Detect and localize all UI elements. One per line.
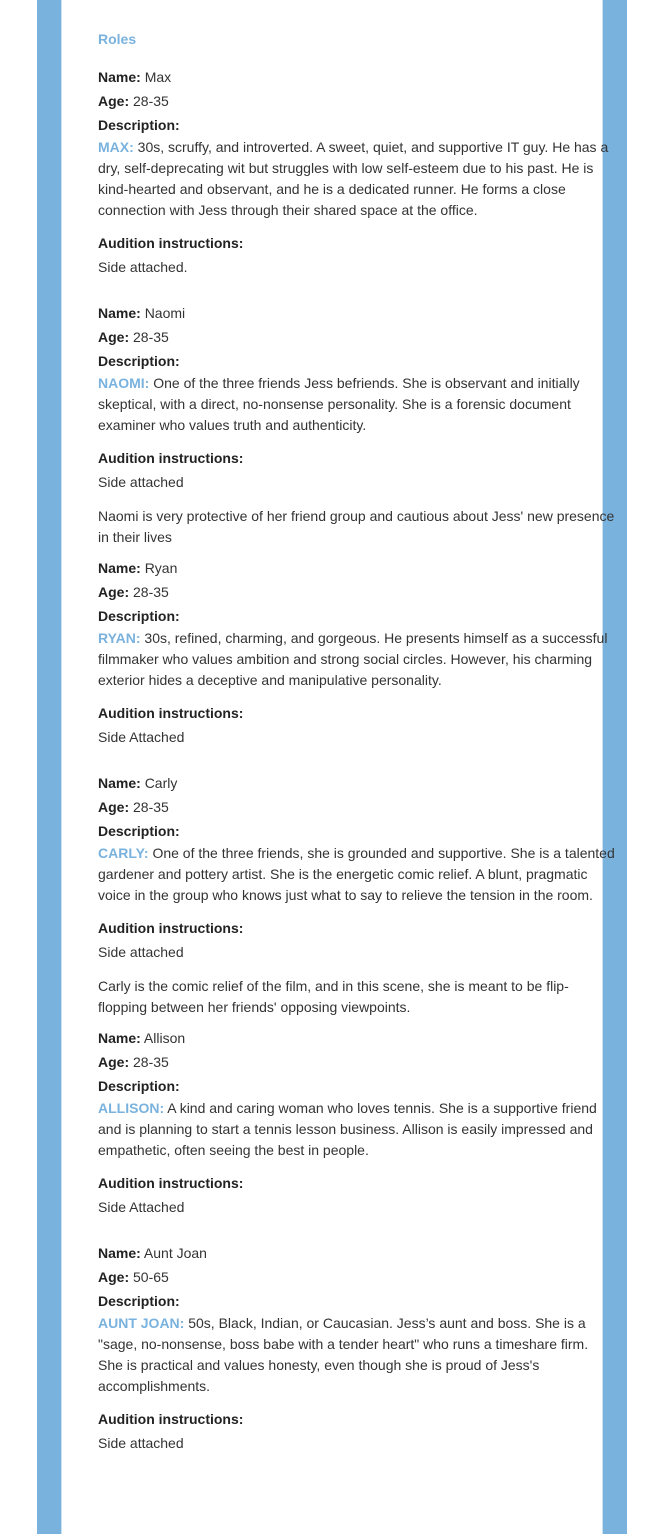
role-description-text: 50s, Black, Indian, or Caucasian. Jess’s aunt and boss. She is a "sage, no-nonsense, boss babe with a tender heart" who runs a timeshare firm. She is practical and values honesty, even though she is proud of Jess's accomplishments.	[98, 1315, 589, 1394]
role-description	[98, 843, 616, 906]
description-label: Description:	[98, 117, 180, 133]
role-age-row	[98, 325, 618, 349]
role-entry	[98, 771, 618, 1018]
age-label: Age:	[98, 799, 130, 815]
age-label: Age:	[98, 584, 130, 600]
role-age: 28-35	[133, 93, 169, 109]
name-label: Name:	[98, 775, 141, 791]
role-name: Aunt Joan	[143, 1245, 207, 1261]
audition-instructions: Side attached.	[98, 259, 188, 275]
audition-label: Audition instructions:	[98, 1411, 244, 1427]
role-description-text: 30s, scruffy, and introverted. A sweet, quiet, and supportive IT guy. He has a dry, self-deprecating wit but struggles with low self-esteem due to his past. He is kind-hearted and observant, and he is a dedicated runner. He forms a close connection with Jess through their shared space at the office.	[98, 139, 609, 218]
role-age: 28-35	[133, 1054, 169, 1070]
role-spacer	[98, 1219, 618, 1241]
name-label: Name:	[98, 1245, 141, 1261]
page-frame	[37, 0, 627, 1534]
audition-note: Carly is the comic relief of the film, and in this scene, she is meant to be flip-flopping between her friends' opposing viewpoints.	[98, 978, 569, 1015]
name-label: Name:	[98, 560, 141, 576]
role-description	[98, 1313, 616, 1397]
role-name: Ryan	[144, 560, 178, 576]
role-age-row	[98, 1050, 618, 1074]
audition-instructions: Side attached	[98, 1435, 184, 1451]
audition-label: Audition instructions:	[98, 705, 244, 721]
role-name-row	[98, 1241, 618, 1265]
role-description-text: One of the three friends, she is grounded and supportive. She is a talented gardener and pottery artist. She is the energetic comic relief. A blunt, pragmatic voice in the group who knows just what to say to relieve the tension in the room.	[98, 845, 615, 903]
role-age-row	[98, 89, 618, 113]
role-description	[98, 1098, 616, 1161]
audition-instructions: Side attached	[98, 474, 184, 490]
role-name: Naomi	[144, 305, 186, 321]
role-tag: NAOMI:	[98, 375, 150, 391]
roles-section	[98, 29, 618, 1477]
role-age-row	[98, 1265, 618, 1289]
role-name-row	[98, 65, 618, 89]
role-entry	[98, 301, 618, 548]
role-tag: AUNT JOAN:	[98, 1315, 185, 1331]
role-entry	[98, 556, 618, 771]
audition-note: Naomi is very protective of her friend group and cautious about Jess' new presence in their lives	[98, 508, 615, 545]
role-name-row	[98, 1026, 618, 1050]
role-age-row	[98, 580, 618, 604]
audition-instructions: Side Attached	[98, 729, 185, 745]
role-description	[98, 373, 616, 436]
role-entry	[98, 1026, 618, 1241]
name-label: Name:	[98, 305, 141, 321]
section-heading: Roles	[98, 31, 137, 47]
name-label: Name:	[98, 1030, 141, 1046]
roles-list	[98, 65, 618, 1477]
description-label: Description:	[98, 823, 180, 839]
audition-instructions: Side Attached	[98, 1199, 185, 1215]
description-label: Description:	[98, 1293, 180, 1309]
role-age-row	[98, 795, 618, 819]
role-description-text: A kind and caring woman who loves tennis. She is a supportive friend and is planning to start a tennis lesson business. Allison is easily impressed and empathetic, often seeing the best in people.	[98, 1100, 597, 1158]
audition-label: Audition instructions:	[98, 1175, 244, 1191]
role-age: 28-35	[133, 329, 169, 345]
description-label: Description:	[98, 1078, 180, 1094]
role-tag: RYAN:	[98, 630, 141, 646]
role-name-row	[98, 301, 618, 325]
age-label: Age:	[98, 93, 130, 109]
role-description	[98, 137, 616, 221]
role-name: Max	[144, 69, 172, 85]
role-tag: ALLISON:	[98, 1100, 165, 1116]
age-label: Age:	[98, 1054, 130, 1070]
role-entry	[98, 1241, 618, 1477]
role-description-text: 30s, refined, charming, and gorgeous. He presents himself as a successful filmmaker who values ambition and strong social circles. However, his charming exterior hides a deceptive and manipulative personality.	[98, 630, 608, 688]
audition-label: Audition instructions:	[98, 235, 244, 251]
role-description-text: One of the three friends Jess befriends. She is observant and initially skeptical, with a direct, no-nonsense personality. She is a forensic document examiner who values truth and authenticity.	[98, 375, 580, 433]
content-panel	[61, 0, 615, 1534]
role-entry	[98, 65, 618, 301]
role-age: 28-35	[133, 799, 169, 815]
role-age: 28-35	[133, 584, 169, 600]
name-label: Name:	[98, 69, 141, 85]
audition-label: Audition instructions:	[98, 920, 244, 936]
role-tag: CARLY:	[98, 845, 149, 861]
role-name: Allison	[143, 1030, 186, 1046]
role-tag: MAX:	[98, 139, 134, 155]
description-label: Description:	[98, 608, 180, 624]
role-spacer	[98, 1455, 618, 1477]
description-label: Description:	[98, 353, 180, 369]
audition-instructions: Side attached	[98, 944, 184, 960]
role-name-row	[98, 771, 618, 795]
role-name: Carly	[144, 775, 178, 791]
audition-label: Audition instructions:	[98, 450, 244, 466]
age-label: Age:	[98, 329, 130, 345]
role-age: 50-65	[133, 1269, 169, 1285]
role-spacer	[98, 749, 618, 771]
role-description	[98, 628, 616, 691]
age-label: Age:	[98, 1269, 130, 1285]
role-name-row	[98, 556, 618, 580]
role-spacer	[98, 279, 618, 301]
